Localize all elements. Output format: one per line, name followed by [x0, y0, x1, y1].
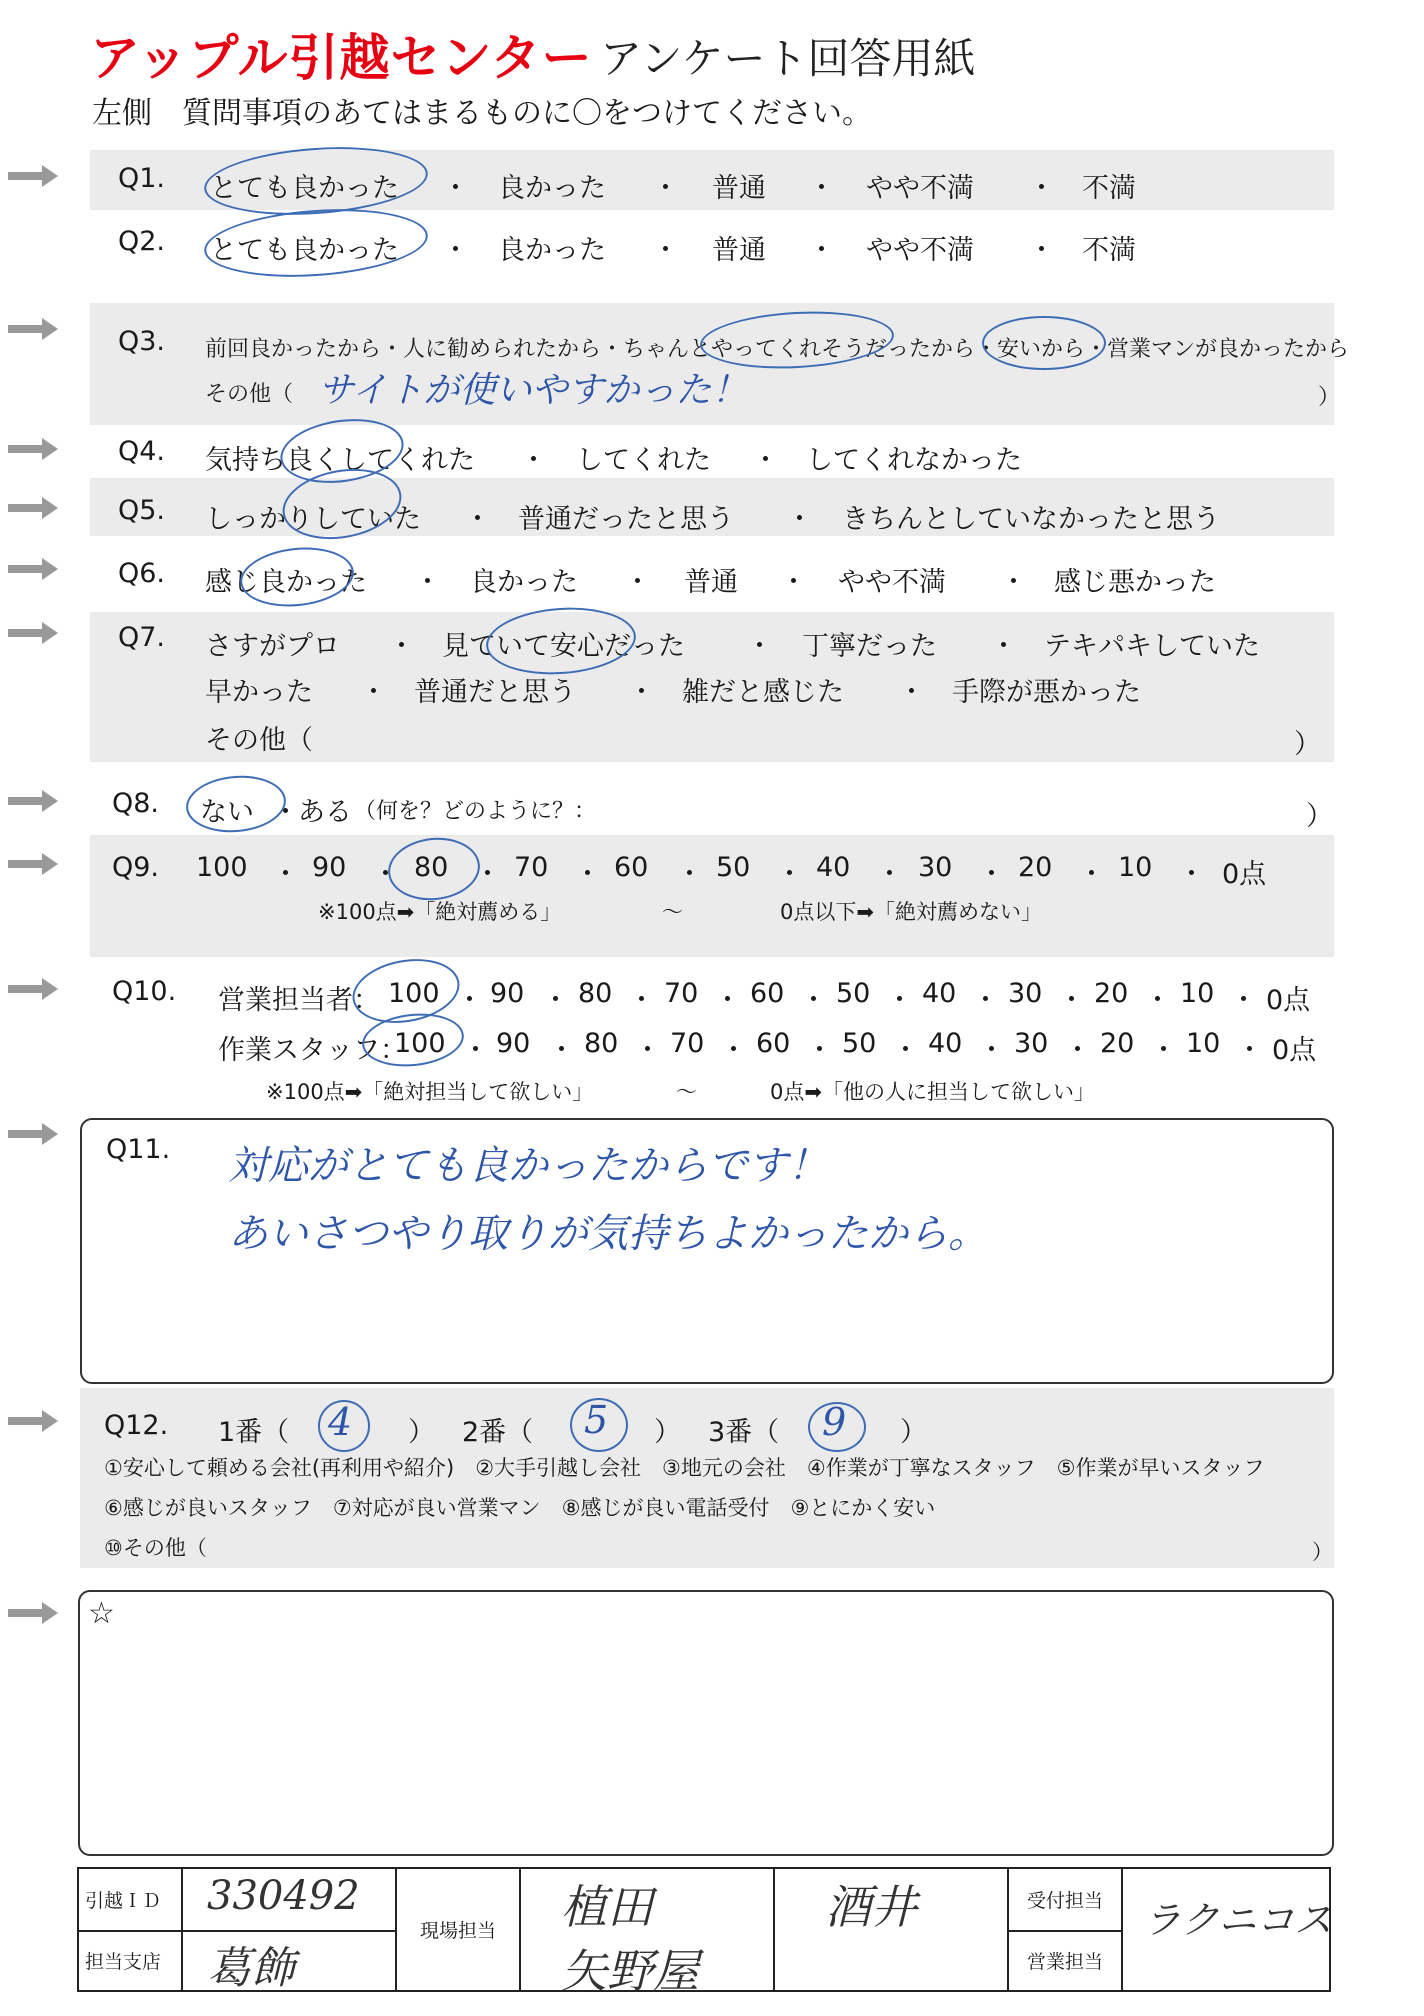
q7-option-4[interactable]: テキパキしていた	[1044, 631, 1260, 662]
q1-option-5[interactable]: 不満	[1082, 173, 1136, 204]
q11-answer-line-2: あいさつやり取りが気持ちよかったから。	[228, 1211, 988, 1257]
arrow-icon	[8, 497, 58, 519]
reception-cell[interactable]	[1122, 1868, 1333, 1991]
q1-label: Q1.	[118, 163, 166, 194]
site-staff-label: 現場担当	[396, 1868, 520, 1991]
q10-sales-score-30[interactable]: 30	[1008, 978, 1043, 1009]
q2-option-2[interactable]: 良かった	[498, 235, 606, 266]
q10-staff-score-20[interactable]: 20	[1100, 1028, 1135, 1059]
q7-label: Q7.	[118, 622, 166, 653]
q10-sales-score-10[interactable]: 10	[1180, 978, 1215, 1009]
q8-option-no[interactable]: ない	[200, 797, 254, 828]
q4-option-2[interactable]: してくれた	[576, 445, 711, 476]
arrow-icon	[8, 438, 58, 460]
q3-other-answer: サイトが使いやすかった！	[318, 370, 748, 411]
q9-score-40[interactable]: 40	[816, 852, 851, 883]
q8-detail: （何を？どのように？：	[354, 799, 597, 824]
q10-sales-score-70[interactable]: 70	[664, 978, 699, 1009]
site-staff-3: 酒井	[825, 1880, 917, 1934]
q6-option-4[interactable]: やや不満	[838, 567, 946, 598]
move-id-label: 引越ＩＤ	[78, 1868, 182, 1931]
q1-option-1[interactable]: とても良かった	[210, 173, 399, 204]
star-icon: ☆	[88, 1596, 115, 1631]
reception-label: 受付担当	[1008, 1868, 1122, 1931]
q10-staff-score-0[interactable]: 0点	[1272, 1035, 1317, 1066]
q9-score-10[interactable]: 10	[1118, 852, 1153, 883]
q10-staff-score-100[interactable]: 100	[394, 1028, 446, 1059]
q1-option-4[interactable]: やや不満	[866, 173, 974, 204]
free-comment-box[interactable]	[78, 1590, 1334, 1856]
q12-rank3-label: 3番（	[708, 1417, 780, 1448]
q9-label: Q9.	[112, 852, 160, 883]
arrow-icon	[8, 622, 58, 644]
q7-option-2[interactable]: 見ていて安心だった	[442, 631, 685, 662]
q2-option-5[interactable]: 不満	[1082, 235, 1136, 266]
q7-option-7[interactable]: 雑だと感じた	[682, 677, 844, 708]
q10-sales-score-90[interactable]: 90	[490, 978, 525, 1009]
q12-rank2-label: 2番（	[462, 1417, 534, 1448]
q12-choices-close: ）	[1312, 1540, 1333, 1564]
q3-label: Q3.	[118, 326, 166, 357]
arrow-icon	[8, 853, 58, 875]
q6-answer-circle	[237, 542, 356, 612]
q10-staff-score-10[interactable]: 10	[1186, 1028, 1221, 1059]
site-staff-cell-1[interactable]	[520, 1868, 774, 1998]
q9-score-70[interactable]: 70	[514, 852, 549, 883]
reception-value: ラクニコス	[1143, 1898, 1333, 1942]
move-id-value: 330492	[207, 1873, 360, 1919]
brand-title: アップル引越センター	[90, 29, 593, 87]
arrow-icon	[8, 558, 58, 580]
q10-sales-score-100[interactable]: 100	[388, 978, 440, 1009]
q11-label: Q11.	[106, 1134, 171, 1165]
q5-option-2[interactable]: 普通だったと思う	[518, 504, 734, 535]
arrow-icon	[8, 790, 58, 812]
q10-sales-label: 営業担当者：	[218, 985, 380, 1016]
q12-label: Q12.	[104, 1410, 169, 1441]
q8-label: Q8.	[112, 788, 160, 819]
q9-score-90[interactable]: 90	[312, 852, 347, 883]
q12-rank3-value[interactable]: 9	[822, 1400, 847, 1444]
q2-option-1[interactable]: とても良かった	[210, 235, 399, 266]
branch-label: 担当支店	[78, 1931, 182, 1992]
q12-choices-line-2: ⑥感じが良いスタッフ ⑦対応が良い営業マン ⑧感じが良い電話受付 ⑨とにかく安い	[104, 1496, 936, 1520]
q2-label: Q2.	[118, 226, 166, 257]
site-staff-cell-2[interactable]	[774, 1868, 1008, 1991]
q10-note-tilde: ～	[676, 1080, 697, 1104]
q12-rank1-close: ）	[408, 1417, 435, 1448]
q10-label: Q10.	[112, 976, 177, 1007]
arrow-icon	[8, 1410, 58, 1432]
q9-score-20[interactable]: 20	[1018, 852, 1053, 883]
branch-value: 葛飾	[207, 1942, 295, 1994]
q7-other-label: その他（	[205, 725, 313, 756]
q12-rank3-close: ）	[900, 1417, 927, 1448]
q8-option-yes[interactable]: ある	[298, 797, 352, 828]
q2-option-3[interactable]: 普通	[712, 235, 766, 266]
q12-rank1-label: 1番（	[218, 1417, 290, 1448]
q3-other-close: ）	[1318, 385, 1341, 410]
q6-option-2[interactable]: 良かった	[470, 567, 578, 598]
q9-score-80[interactable]: 80	[414, 852, 449, 883]
q10-staff-score-70[interactable]: 70	[670, 1028, 705, 1059]
site-staff-2: 矢野屋	[561, 1944, 699, 1998]
q3-answer-circle-2	[982, 316, 1106, 370]
q9-note-tilde: ～	[662, 900, 683, 924]
q12-choices-line-1: ①安心して頼める会社(再利用や紹介) ②大手引越し会社 ③地元の会社 ④作業が丁寧なスタッフ ⑤作業が早いスタッフ	[104, 1456, 1265, 1480]
q5-option-1[interactable]: しっかりしていた	[205, 504, 421, 535]
q10-sales-score-60[interactable]: 60	[750, 978, 785, 1009]
q3-other-label: その他（	[205, 382, 294, 407]
q4-option-1[interactable]: 気持ち良くしてくれた	[205, 445, 475, 476]
q5-label: Q5.	[118, 495, 166, 526]
arrow-icon	[8, 318, 58, 340]
q10-staff-label: 作業スタッフ：	[218, 1035, 407, 1066]
q6-option-5[interactable]: 感じ悪かった	[1054, 567, 1216, 598]
footer-table	[77, 1867, 1333, 1998]
q9-score-0[interactable]: 0点	[1222, 859, 1267, 890]
q6-option-3[interactable]: 普通	[684, 567, 738, 598]
q10-note-left: ※100点➡「絶対担当して欲しい」	[266, 1080, 594, 1104]
branch-cell[interactable]	[182, 1931, 396, 1992]
q10-sales-score-0[interactable]: 0点	[1266, 985, 1311, 1016]
q8-close: ）	[1306, 801, 1333, 832]
arrow-icon	[8, 1123, 58, 1145]
q1-option-3[interactable]: 普通	[712, 173, 766, 204]
q9-note-left: ※100点➡「絶対薦める」	[318, 900, 562, 924]
site-staff-1: 植田	[561, 1880, 653, 1934]
arrow-icon	[8, 978, 58, 1000]
q2-answer-circle	[202, 202, 430, 283]
q10-staff-score-90[interactable]: 90	[496, 1028, 531, 1059]
q10-staff-score-40[interactable]: 40	[928, 1028, 963, 1059]
q7-option-6[interactable]: 普通だと思う	[414, 677, 576, 708]
q5-option-3[interactable]: きちんとしていなかったと思う	[842, 504, 1220, 535]
q7-option-8[interactable]: 手際が悪かった	[952, 677, 1141, 708]
q4-label: Q4.	[118, 436, 166, 467]
q12-rank1-circle	[318, 1400, 370, 1452]
arrow-icon	[8, 1602, 58, 1624]
q10-sales-score-50[interactable]: 50	[836, 978, 871, 1009]
q9-score-60[interactable]: 60	[614, 852, 649, 883]
q10-staff-score-50[interactable]: 50	[842, 1028, 877, 1059]
q1-option-2[interactable]: 良かった	[498, 173, 606, 204]
q9-score-50[interactable]: 50	[716, 852, 751, 883]
q7-option-5[interactable]: 早かった	[205, 677, 313, 708]
q4-option-3[interactable]: してくれなかった	[806, 445, 1022, 476]
q10-note-right: 0点➡「他の人に担当して欲しい」	[770, 1080, 1095, 1104]
q2-option-4[interactable]: やや不満	[866, 235, 974, 266]
q10-staff-score-60[interactable]: 60	[756, 1028, 791, 1059]
q9-score-30[interactable]: 30	[918, 852, 953, 883]
q6-option-1[interactable]: 感じ良かった	[205, 567, 367, 598]
move-id-cell[interactable]	[182, 1868, 396, 1931]
arrow-icon	[8, 165, 58, 187]
q12-rank2-value[interactable]: 5	[584, 1398, 609, 1442]
q7-option-3[interactable]: 丁寧だった	[802, 631, 937, 662]
form-title: アンケート回答用紙	[600, 34, 976, 83]
q12-choices-line-3: ⑩その他（	[104, 1536, 207, 1560]
q12-rank2-circle	[570, 1398, 628, 1452]
q7-other-close: ）	[1294, 729, 1321, 760]
q10-sales-score-40[interactable]: 40	[922, 978, 957, 1009]
q12-rank3-circle	[808, 1402, 866, 1452]
q6-label: Q6.	[118, 558, 166, 589]
q12-rank2-close: ）	[654, 1417, 681, 1448]
q10-staff-score-30[interactable]: 30	[1014, 1028, 1049, 1059]
q10-sales-score-80[interactable]: 80	[578, 978, 613, 1009]
sales-label: 営業担当	[1008, 1931, 1122, 1992]
q11-answer-line-1: 対応がとても良かったからです！	[228, 1143, 828, 1189]
q7-option-1[interactable]: さすがプロ	[205, 631, 340, 662]
q9-score-100[interactable]: 100	[196, 852, 248, 883]
q10-staff-score-80[interactable]: 80	[584, 1028, 619, 1059]
q3-options[interactable]: 前回良かったから・人に勧められたから・ちゃんとやってくれそうだったから・安いから・営業マンが良かったから	[205, 337, 1350, 362]
q12-rank1-value[interactable]: 4	[328, 1400, 353, 1444]
q10-sales-score-20[interactable]: 20	[1094, 978, 1129, 1009]
q9-note-right: 0点以下➡「絶対薦めない」	[780, 900, 1042, 924]
instruction-text: 左側 質問事項のあてはまるものに〇をつけてください。	[92, 96, 872, 131]
